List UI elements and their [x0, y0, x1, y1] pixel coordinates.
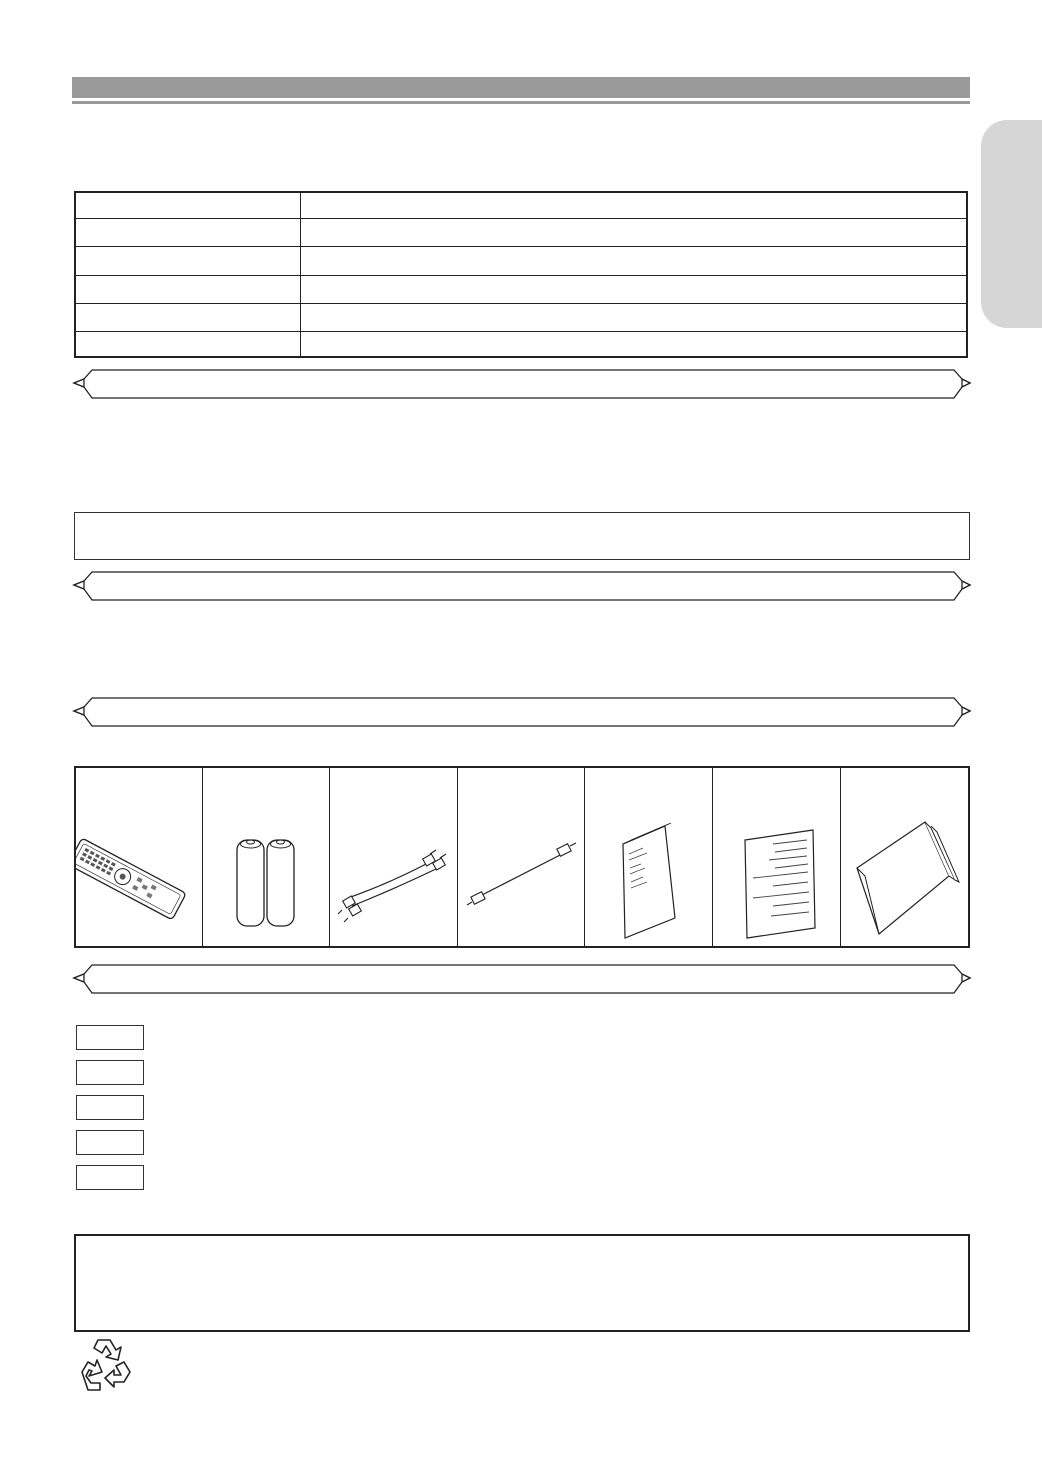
symbol-box — [76, 1095, 144, 1120]
table-row — [76, 218, 966, 219]
features-table — [74, 191, 968, 358]
booklet-icon — [841, 768, 969, 946]
section-banner — [72, 571, 972, 601]
accessory-owners-manual — [584, 768, 713, 946]
symbol-box — [76, 1060, 144, 1085]
banner-frame — [72, 697, 972, 727]
note-box — [74, 512, 970, 560]
notice-box — [74, 1234, 970, 1332]
section-banner — [72, 369, 972, 399]
banner-frame — [72, 571, 972, 601]
table-row — [76, 246, 966, 247]
section-title-bar — [72, 77, 970, 98]
symbol-box — [76, 1165, 144, 1190]
batteries-icon — [203, 768, 330, 946]
accessory-coaxial-cable — [457, 768, 585, 946]
av-cable-icon — [330, 768, 458, 946]
owners-manual-icon — [585, 768, 713, 946]
accessory-av-cable — [329, 768, 458, 946]
table-row — [76, 303, 966, 304]
symbol-box — [76, 1025, 144, 1050]
remote-control-icon — [76, 768, 202, 946]
banner-frame — [72, 964, 972, 994]
symbol-box — [76, 1130, 144, 1155]
accessories-box — [74, 766, 970, 948]
sheet-icon — [713, 768, 841, 946]
accessory-remote-control — [76, 768, 202, 946]
table-row — [76, 275, 966, 276]
section-banner — [72, 697, 972, 727]
language-side-tab — [981, 120, 1042, 328]
accessory-sheet — [712, 768, 841, 946]
table-row — [76, 331, 966, 332]
accessory-booklet — [840, 768, 969, 946]
accessory-batteries — [202, 768, 330, 946]
section-banner — [72, 964, 972, 994]
banner-frame — [72, 369, 972, 399]
coaxial-cable-icon — [458, 768, 585, 946]
recycle-icon — [76, 1336, 138, 1396]
title-rule — [72, 101, 970, 104]
